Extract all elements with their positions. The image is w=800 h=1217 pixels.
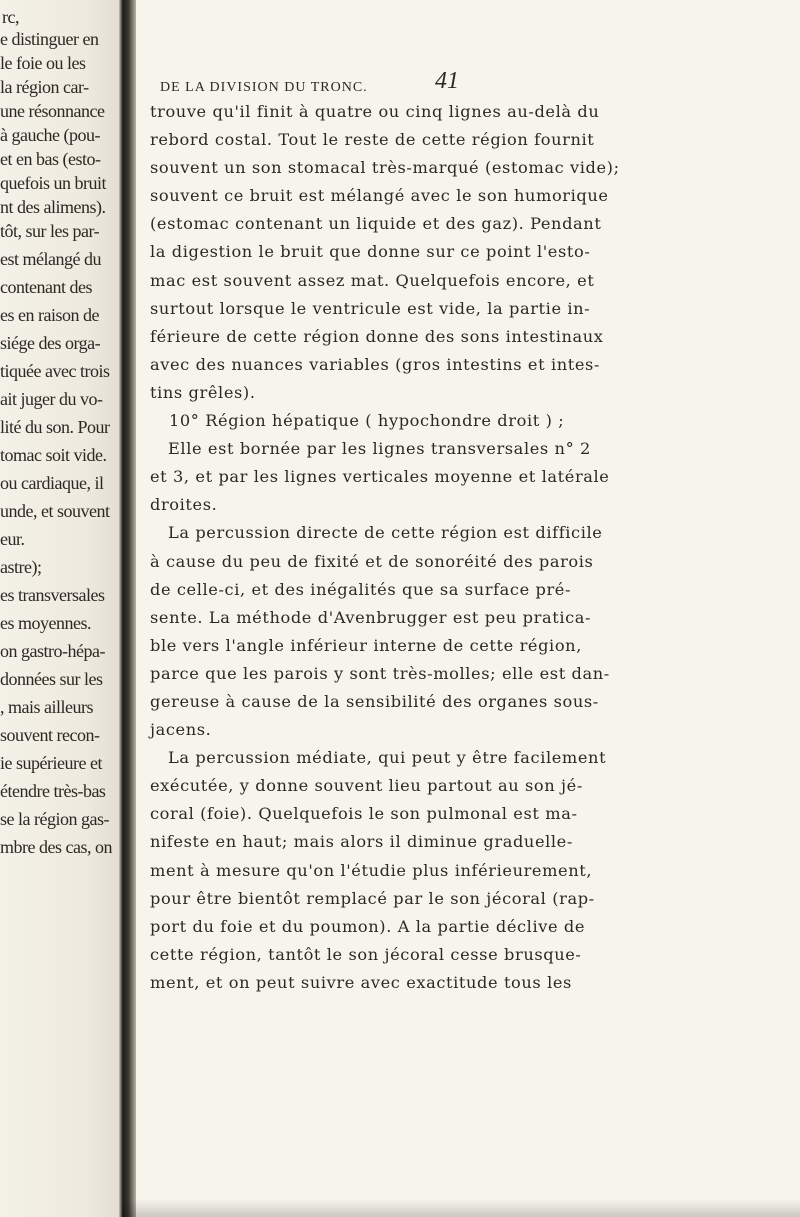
left-text-line: contenant des [0,277,92,297]
book-gutter [119,0,136,1217]
body-line: souvent ce bruit est mélangé avec le son humorique [150,186,609,206]
running-head: DE LA DIVISION DU TRONC. [160,80,368,95]
left-text-line: est mélangé du [0,249,101,269]
body-line: trouve qu'il finit à quatre ou cinq lignes au-delà du [150,102,600,121]
page-number: 41 [435,68,459,94]
left-text-line: nt des alimens). [0,197,106,217]
left-page-fragment [0,0,122,1217]
left-text-line: étendre très-bas [0,781,106,801]
body-line: à cause du peu de fixité et de sonoréité des parois [150,551,594,571]
left-text-line: ou cardiaque, il [0,473,104,493]
body-line: rebord costal. Tout le reste de cette région fournit [150,130,595,150]
body-line: 10° Région hépatique ( hypochondre droit ) ; [169,411,565,431]
left-text-line: données sur les [0,669,103,689]
body-line: parce que les parois y sont très-molles; elle est dan- [150,663,610,683]
body-line: coral (foie). Quelquefois le son pulmonal est ma- [150,804,578,824]
left-text-line: e distinguer en [0,29,99,49]
left-text-line: , mais ailleurs [0,697,93,717]
left-text-line: mbre des cas, on [0,837,112,857]
left-text-line: à gauche (pou- [0,125,100,145]
body-line: port du foie et du poumon). A la partie déclive de [150,916,586,936]
body-line: sente. La méthode d'Avenbrugger est peu pratica- [150,607,592,627]
left-text-line: tomac soit vide. [0,445,107,465]
left-text-line: la région car- [0,77,89,97]
body-line: surtout lorsque le ventricule est vide, la partie in- [150,298,591,318]
left-text-line: rc, [2,7,19,27]
body-line: cette région, tantôt le son jécoral cesse brusque- [150,944,582,964]
left-text-line: se la région gas- [0,809,109,829]
left-text-line: astre); [0,557,42,577]
left-text-line: tôt, sur les par- [0,221,100,241]
body-line: férieure de cette région donne des sons intestinaux [150,326,604,346]
body-line: tins grêles). [150,382,256,402]
page-bottom-shadow [122,1199,800,1217]
body-line: et 3, et par les lignes verticales moyenne et latérale [150,467,610,487]
left-text-line: lité du son. Pour [0,417,110,437]
body-line: La percussion médiate, qui peut y être facilement [168,748,607,768]
body-line: ble vers l'angle inférieur interne de cette région, [150,635,582,655]
body-line: nifeste en haut; mais alors il diminue graduelle- [150,832,573,852]
body-text [150,98,775,997]
body-line: souvent un son stomacal très-marqué (estomac vide); [150,158,620,178]
body-line: Elle est bornée par les lignes transversales n° 2 [168,439,591,459]
left-text-line: siége des orga- [0,333,101,353]
left-text-line: ait juger du vo- [0,389,103,409]
left-text-line: eur. [0,529,25,549]
body-line: mac est souvent assez mat. Quelquefois encore, et [150,270,595,290]
left-text-line: le foie ou les [0,53,86,73]
left-text-line: on gastro-hépa- [0,641,105,661]
left-text-line: es transversales [0,585,105,605]
body-line: de celle-ci, et des inégalités que sa surface pré- [150,579,572,599]
body-line: droites. [150,495,218,515]
body-line: avec des nuances variables (gros intestins et intes- [150,354,601,374]
left-text-line: es en raison de [0,305,99,325]
left-text-line: souvent recon- [0,725,100,745]
body-line: La percussion directe de cette région est difficile [168,523,603,543]
body-line: pour être bientôt remplacé par le son jécoral (rap- [150,888,595,908]
body-line: jacens. [150,720,212,740]
left-text-line: unde, et souvent [0,501,110,521]
left-text-line: quefois un bruit [0,173,106,193]
body-line: la digestion le bruit que donne sur ce point l'esto- [150,242,591,262]
left-text-line: et en bas (esto- [0,149,101,169]
left-text-line: tiquée avec trois [0,361,110,381]
body-line: exécutée, y donne souvent lieu partout au son jé- [150,776,583,796]
body-line: ment à mesure qu'on l'étudie plus inférieurement, [150,860,593,880]
left-text-line: es moyennes. [0,613,91,633]
body-line: (estomac contenant un liquide et des gaz). Pendant [150,214,602,234]
left-text-line: une résonnance [0,101,105,121]
left-text-line: ie supérieure et [0,753,102,773]
body-line: ment, et on peut suivre avec exactitude tous les [150,972,572,992]
body-line: gereuse à cause de la sensibilité des organes sous- [150,691,599,711]
